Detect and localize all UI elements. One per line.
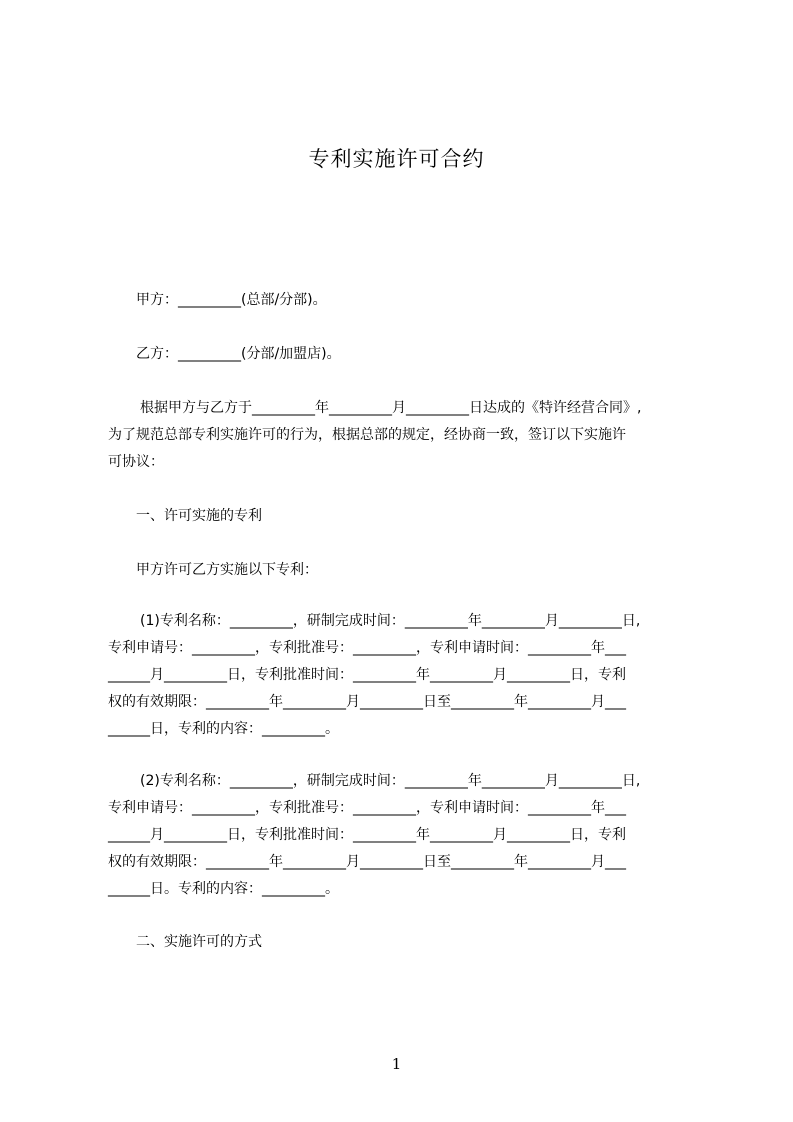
patent-2-line-4: 权的有效期限：_________年_________月_________日至_________年_________月___ [108, 854, 626, 870]
document-title: 专利实施许可合约 [308, 147, 485, 171]
section-1-heading: 一、许可实施的专利 [136, 508, 262, 524]
party-b-line: 乙方：_________(分部/加盟店)。 [136, 346, 341, 362]
patent-1-line-1: (1)专利名称：_________，研制完成时间：_________年_________月_________日, [140, 613, 641, 629]
patent-1-line-5: ______日，专利的内容：_________。 [108, 721, 339, 737]
section-2-heading: 二、实施许可的方式 [136, 934, 262, 950]
page-number: 1 [391, 1055, 402, 1073]
section-1-text: 甲方许可乙方实施以下专利： [136, 562, 318, 578]
patent-2-line-1: (2)专利名称：_________，研制完成时间：_________年_________月_________日, [140, 773, 641, 789]
intro-line-3: 可协议： [108, 454, 164, 470]
patent-1-line-4: 权的有效期限：_________年_________月_________日至_________年_________月___ [108, 694, 626, 710]
intro-line-1: 根据甲方与乙方于_________年_________月_________日达成的《特许经营合同》, [140, 400, 642, 416]
patent-1-line-3: ______月_________日，专利批准时间：_________年_________月_________日，专利 [108, 667, 626, 683]
patent-1-line-2: 专利申请号：_________，专利批准号：_________，专利申请时间：_________年___ [108, 640, 626, 656]
patent-2-line-3: ______月_________日，专利批准时间：_________年_________月_________日，专利 [108, 827, 626, 843]
patent-2-line-5: ______日。专利的内容：_________。 [108, 881, 339, 897]
party-a-line: 甲方：_________(总部/分部)。 [136, 292, 327, 308]
patent-2-line-2: 专利申请号：_________，专利批准号：_________，专利申请时间：_________年___ [108, 800, 626, 816]
intro-line-2: 为了规范总部专利实施许可的行为，根据总部的规定，经协商一致，签订以下实施许 [108, 427, 626, 443]
